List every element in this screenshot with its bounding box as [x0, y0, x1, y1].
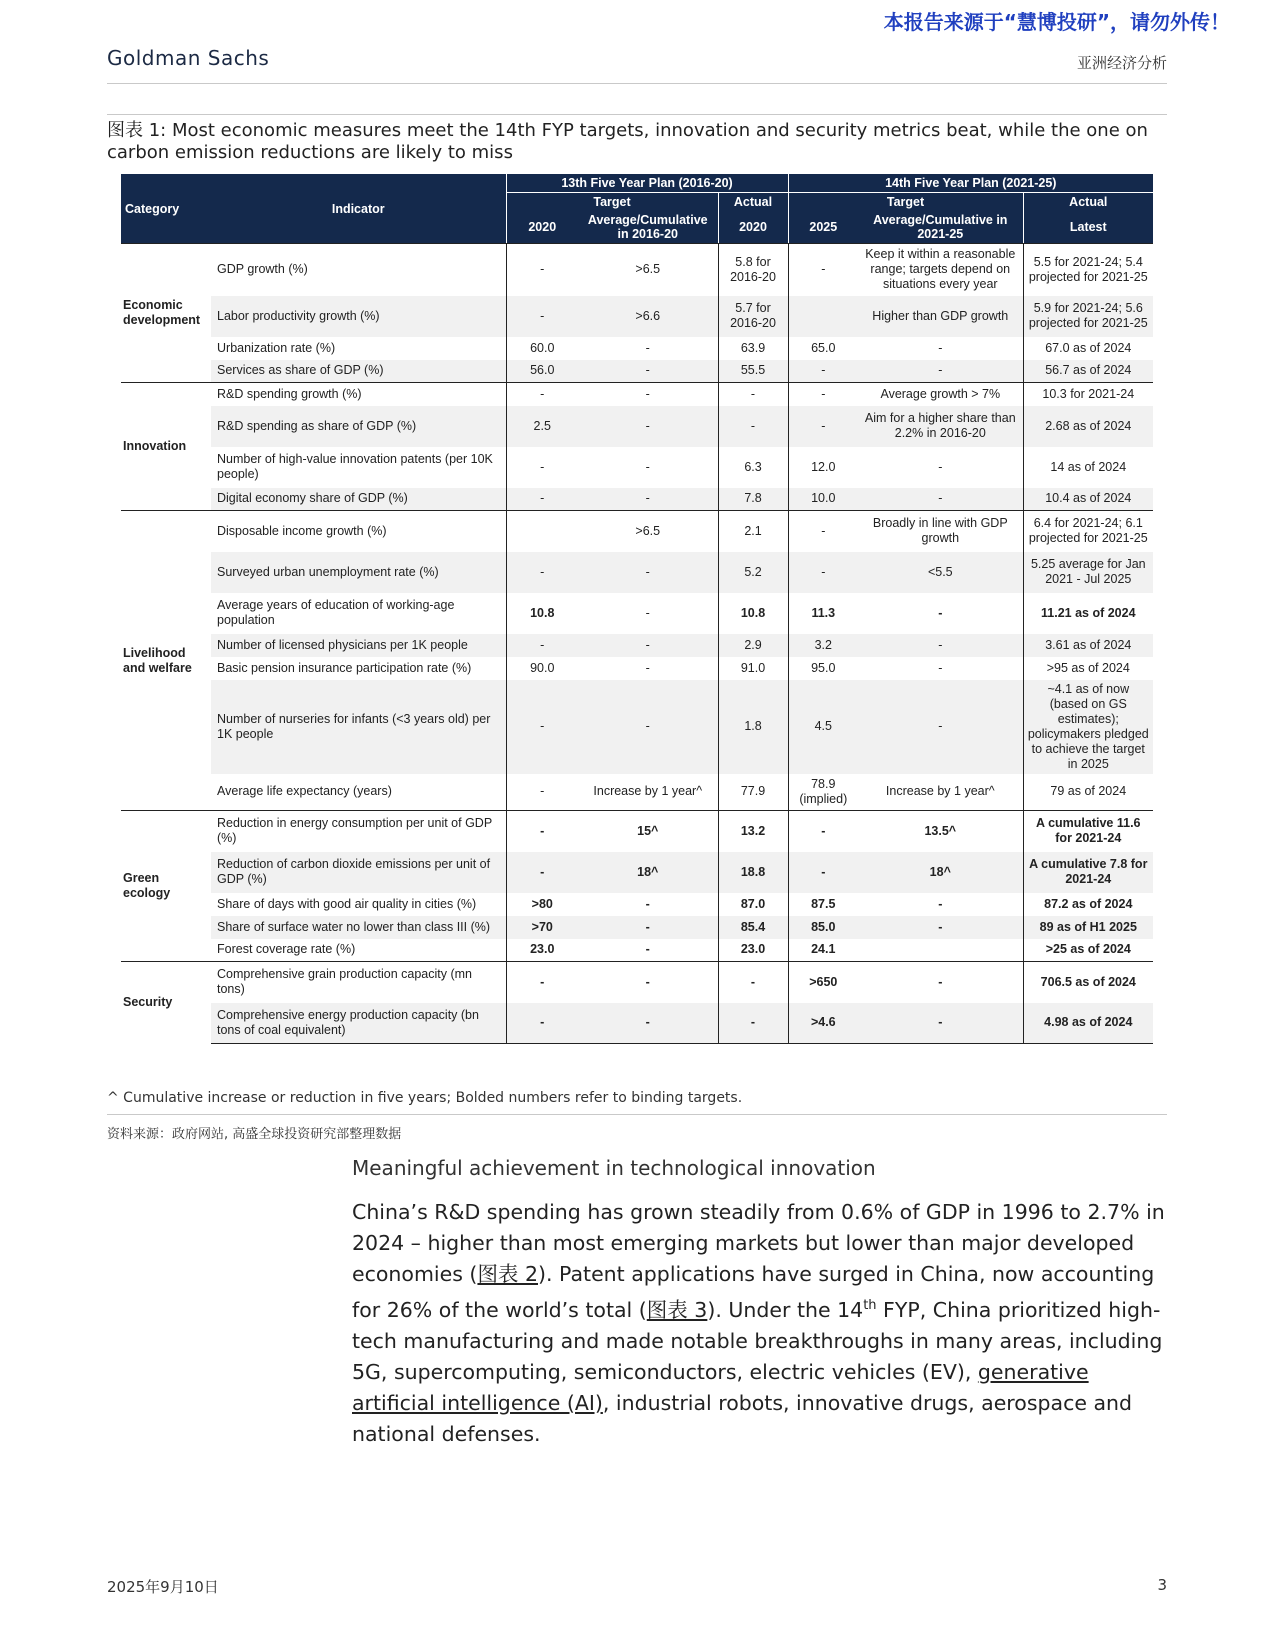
value-cell-avg2125: 18^ — [858, 852, 1023, 893]
value-cell-t2025: - — [788, 852, 858, 893]
value-cell-t2025: 78.9 (implied) — [788, 774, 858, 811]
value-cell-a2020: 55.5 — [718, 360, 788, 383]
value-cell-t2020: 56.0 — [506, 360, 578, 383]
value-cell-t2025: - — [788, 383, 858, 406]
fyp-table — [121, 174, 1153, 1044]
header-latest: Latest — [1023, 211, 1153, 244]
value-cell-latest: ~4.1 as of now (based on GS estimates); policymakers pledged to achieve the target in 2025 — [1023, 680, 1153, 774]
value-cell-avg1620: - — [645, 896, 650, 911]
indicator-cell: Comprehensive grain production capacity (mn tons) — [211, 962, 506, 1003]
value-cell-t2025: - — [788, 552, 858, 593]
value-cell-latest: 56.7 as of 2024 — [1023, 360, 1153, 383]
indicator-cell: Reduction of carbon dioxide emissions per unit of GDP (%) — [211, 852, 506, 893]
indicator-cell: Services as share of GDP (%) — [211, 360, 506, 383]
header-category: Category — [121, 174, 211, 244]
value-cell-avg2125: - — [938, 660, 943, 675]
value-cell-t2020: 60.0 — [506, 337, 578, 360]
value-cell-avg2125: - — [938, 340, 943, 355]
value-cell-avg2125: Average growth > 7% — [858, 383, 1023, 406]
value-cell-a2020: 13.2 — [718, 811, 788, 852]
value-cell-a2020: - — [718, 406, 788, 447]
value-cell-a2020: 6.3 — [718, 447, 788, 488]
fyp-table-container — [121, 174, 1153, 1044]
value-cell-t2020: - — [506, 774, 578, 811]
value-cell-a2020: - — [718, 383, 788, 406]
value-cell-avg2125: - — [858, 916, 1023, 939]
article-text-5: , industrial robots, innovative drugs, aerospace and national defenses. — [352, 1390, 1133, 1446]
value-cell-avg1620: 18^ — [578, 852, 718, 893]
value-cell-avg2125: - — [938, 896, 943, 911]
value-cell-avg1620: - — [578, 360, 718, 383]
value-cell-latest: 10.4 as of 2024 — [1023, 488, 1153, 511]
value-cell-a2020: 5.7 for 2016-20 — [718, 296, 788, 337]
watermark-banner: 本报告来源于“慧博投研”，请勿外传！ — [883, 10, 1230, 34]
value-cell-a2020: 63.9 — [718, 337, 788, 360]
value-cell-a2020: 87.0 — [718, 893, 788, 916]
table-row — [121, 552, 1153, 593]
value-cell-a2020: 2.1 — [718, 511, 788, 552]
value-cell-avg2125: - — [938, 605, 943, 620]
table-row — [121, 680, 1153, 774]
article-text-1: China’s R&D spending has grown steadily from 0.6% of GDP in 1996 to 2.7% in 2024 – higher than most emerging markets but lower than major developed economies ( — [352, 1200, 1165, 1286]
value-cell-avg2125: - — [938, 459, 943, 474]
category-cell: Economic development — [121, 244, 211, 383]
indicator-cell: R&D spending as share of GDP (%) — [211, 406, 506, 447]
value-cell-t2025 — [788, 296, 858, 337]
header-13th-plan: 13th Five Year Plan (2016-20) — [506, 174, 788, 193]
section-title: 亚洲经济分析 — [1076, 54, 1167, 72]
note-rule — [107, 1114, 1167, 1115]
figure-title: 图表 1: Most economic measures meet the 14th FYP targets, innovation and security metrics beat, while the one on carbon emission reductions are likely to miss — [107, 120, 1148, 163]
table-row — [121, 811, 1153, 852]
value-cell-avg1620: 15^ — [578, 811, 718, 852]
indicator-cell: Average years of education of working-age population — [217, 598, 455, 627]
indicator-cell: Surveyed urban unemployment rate (%) — [211, 552, 506, 593]
value-cell-t2020: - — [506, 552, 578, 593]
indicator-cell: Share of surface water no lower than class III (%) — [211, 916, 506, 939]
table-row — [121, 962, 1153, 1003]
page-number: 3 — [1157, 1576, 1167, 1594]
link-figure-2[interactable]: 图表 2 — [477, 1262, 538, 1286]
header-14-target: Target — [788, 193, 1023, 212]
value-cell-latest: 6.4 for 2021-24; 6.1 projected for 2021-25 — [1023, 511, 1153, 552]
value-cell-avg1620: - — [578, 1003, 718, 1044]
header-2020-target: 2020 — [506, 211, 578, 244]
value-cell-t2025: 11.3 — [788, 593, 858, 634]
article-subheading: Meaningful achievement in technological innovation — [352, 1156, 876, 1180]
header-13-actual: Actual — [718, 193, 788, 212]
value-cell-avg1620: - — [578, 552, 718, 593]
indicator-cell: Average life expectancy (years) — [217, 784, 392, 799]
value-cell-avg1620: - — [578, 916, 718, 939]
table-row — [121, 634, 1153, 657]
table-row — [121, 360, 1153, 383]
value-cell-t2020: - — [506, 383, 578, 406]
value-cell-avg1620: - — [578, 680, 718, 774]
value-cell-a2020: 77.9 — [718, 774, 788, 811]
value-cell-latest: 89 as of H1 2025 — [1023, 916, 1153, 939]
value-cell-latest: 10.3 for 2021-24 — [1023, 383, 1153, 406]
value-cell-a2020: - — [718, 962, 788, 1003]
value-cell-avg1620: - — [578, 488, 718, 511]
value-cell-a2020: 91.0 — [718, 657, 788, 680]
value-cell-a2020: 85.4 — [718, 916, 788, 939]
value-cell-t2025: 10.0 — [788, 488, 858, 511]
value-cell-avg2125: - — [858, 488, 1023, 511]
value-cell-t2025: - — [788, 811, 858, 852]
value-cell-t2025: 12.0 — [788, 447, 858, 488]
category-cell: Innovation — [121, 383, 211, 511]
article-text-4: FYP, China prioritized high-tech manufacturing and made notable breakthroughs in many areas, including 5G, supercomputing, semiconductors, electric vehicles (EV), — [352, 1297, 1163, 1384]
table-row — [121, 657, 1153, 680]
category-cell: Livelihood and welfare — [121, 511, 211, 811]
table-row — [121, 337, 1153, 360]
value-cell-latest: >95 as of 2024 — [1023, 657, 1153, 680]
value-cell-t2020: - — [506, 488, 578, 511]
value-cell-a2020: 1.8 — [718, 680, 788, 774]
article-paragraph — [352, 1197, 1172, 1450]
value-cell-a2020: - — [718, 1003, 788, 1044]
table-row — [121, 296, 1153, 337]
value-cell-avg1620: - — [645, 340, 650, 355]
value-cell-avg2125: - — [858, 962, 1023, 1003]
value-cell-t2020: - — [506, 680, 578, 774]
value-cell-avg2125: Aim for a higher share than 2.2% in 2016-20 — [858, 406, 1023, 447]
value-cell-a2020: 2.9 — [718, 634, 788, 657]
brand-logo: Goldman Sachs — [107, 46, 270, 70]
value-cell-t2025: 85.0 — [788, 916, 858, 939]
value-cell-a2020: 5.8 for 2016-20 — [718, 244, 788, 296]
table-row — [121, 511, 1153, 552]
indicator-cell: R&D spending growth (%) — [211, 383, 506, 406]
value-cell-a2020: 7.8 — [718, 488, 788, 511]
value-cell-latest: A cumulative 7.8 for 2021-24 — [1023, 852, 1153, 893]
indicator-cell: Disposable income growth (%) — [211, 511, 506, 552]
indicator-cell: Number of licensed physicians per 1K people — [211, 634, 506, 657]
table-row — [121, 244, 1153, 296]
indicator-cell: Reduction in energy consumption per unit of GDP (%) — [211, 811, 506, 852]
value-cell-t2025: 24.1 — [788, 939, 858, 962]
figure-top-rule — [107, 114, 1167, 115]
indicator-cell: Basic pension insurance participation rate (%) — [217, 660, 472, 675]
table-body — [121, 244, 1153, 1044]
table-row — [121, 1003, 1153, 1044]
indicator-cell: Share of days with good air quality in cities (%) — [217, 896, 477, 911]
value-cell-avg2125: - — [858, 680, 1023, 774]
value-cell-t2025: 3.2 — [788, 634, 858, 657]
value-cell-avg2125: 13.5^ — [858, 811, 1023, 852]
table-row — [121, 774, 1153, 811]
value-cell-avg1620: - — [645, 942, 650, 957]
value-cell-avg1620: - — [578, 383, 718, 406]
link-generative-ai[interactable]: generative artificial intelligence (AI) — [352, 1359, 1089, 1415]
table-row — [121, 939, 1153, 962]
value-cell-latest: 11.21 as of 2024 — [1023, 593, 1153, 634]
value-cell-avg1620: - — [645, 459, 650, 474]
value-cell-t2020: - — [506, 962, 578, 1003]
header-rule — [107, 83, 1167, 84]
value-cell-a2020: 10.8 — [718, 593, 788, 634]
value-cell-t2020: 2.5 — [506, 406, 578, 447]
value-cell-t2020: 90.0 — [506, 657, 578, 680]
value-cell-avg1620: - — [578, 634, 718, 657]
value-cell-latest: 2.68 as of 2024 — [1023, 406, 1153, 447]
value-cell-t2025: - — [788, 406, 858, 447]
value-cell-t2020: >70 — [506, 916, 578, 939]
value-cell-avg2125: <5.5 — [858, 552, 1023, 593]
header-13-target: Target — [506, 193, 718, 212]
value-cell-t2020: - — [506, 244, 578, 296]
value-cell-t2020: 10.8 — [506, 593, 578, 634]
value-cell-t2020: - — [506, 447, 578, 488]
value-cell-t2025: >4.6 — [788, 1003, 858, 1044]
value-cell-t2025: - — [788, 244, 858, 296]
value-cell-latest: 706.5 as of 2024 — [1023, 962, 1153, 1003]
value-cell-avg2125: Increase by 1 year^ — [885, 784, 995, 799]
table-row — [121, 383, 1153, 406]
value-cell-avg2125: - — [858, 1003, 1023, 1044]
indicator-cell: Labor productivity growth (%) — [211, 296, 506, 337]
data-source: 资料来源：政府网站, 高盛全球投资研究部整理数据 — [107, 1127, 402, 1142]
value-cell-a2020: 23.0 — [718, 939, 788, 962]
value-cell-avg1620: - — [645, 605, 650, 620]
value-cell-t2020: - — [506, 852, 578, 893]
table-row — [121, 488, 1153, 511]
value-cell-latest: 5.25 average for Jan 2021 - Jul 2025 — [1023, 552, 1153, 593]
indicator-cell: Forest coverage rate (%) — [217, 942, 356, 957]
value-cell-avg1620: Increase by 1 year^ — [593, 784, 703, 799]
value-cell-t2020: - — [506, 296, 578, 337]
value-cell-t2020 — [506, 511, 578, 552]
value-cell-t2020: - — [506, 634, 578, 657]
value-cell-t2025: - — [788, 360, 858, 383]
value-cell-avg2125: - — [858, 634, 1023, 657]
header-avg-2021-25: Average/Cumulative in 2021-25 — [858, 211, 1023, 244]
table-row — [121, 893, 1153, 916]
table-footnote: ^ Cumulative increase or reduction in five years; Bolded numbers refer to binding targets. — [107, 1090, 743, 1106]
value-cell-latest: 4.98 as of 2024 — [1023, 1003, 1153, 1044]
value-cell-avg1620: - — [578, 962, 718, 1003]
value-cell-avg1620: - — [578, 406, 718, 447]
article-text-2: ). Patent applications have surged in China, now accounting for 26% of the world’s total ( — [352, 1262, 1155, 1322]
value-cell-avg1620: >6.5 — [578, 244, 718, 296]
value-cell-avg2125: Keep it within a reasonable range; targets depend on situations every year — [858, 244, 1023, 296]
indicator-cell: Number of nurseries for infants (<3 years old) per 1K people — [211, 680, 506, 774]
value-cell-latest: A cumulative 11.6 for 2021-24 — [1023, 811, 1153, 852]
value-cell-latest: 5.5 for 2021-24; 5.4 projected for 2021-25 — [1023, 244, 1153, 296]
value-cell-latest: 67.0 as of 2024 — [1023, 337, 1153, 360]
link-figure-3[interactable]: 图表 3 — [646, 1297, 708, 1322]
value-cell-t2020: - — [506, 1003, 578, 1044]
header-2020-actual: 2020 — [718, 211, 788, 244]
category-cell: Green ecology — [121, 811, 211, 962]
table-row — [121, 593, 1153, 634]
value-cell-t2020: - — [506, 811, 578, 852]
indicator-cell: Digital economy share of GDP (%) — [211, 488, 506, 511]
indicator-cell: Urbanization rate (%) — [217, 340, 336, 355]
table-row — [121, 916, 1153, 939]
value-cell-a2020: 5.2 — [718, 552, 788, 593]
value-cell-avg1620: - — [645, 660, 650, 675]
value-cell-t2025: 4.5 — [788, 680, 858, 774]
value-cell-latest: 14 as of 2024 — [1023, 447, 1153, 488]
value-cell-t2020: 23.0 — [506, 939, 578, 962]
header-indicator: Indicator — [211, 174, 506, 244]
value-cell-t2025: >650 — [788, 962, 858, 1003]
header-row-1 — [121, 174, 1153, 193]
value-cell-latest: 79 as of 2024 — [1023, 774, 1153, 811]
table-row — [121, 852, 1153, 893]
value-cell-t2025: - — [788, 511, 858, 552]
header-14th-plan: 14th Five Year Plan (2021-25) — [788, 174, 1153, 193]
indicator-cell: Number of high-value innovation patents (per 10K people) — [217, 452, 493, 481]
value-cell-latest: 3.61 as of 2024 — [1023, 634, 1153, 657]
header-14-actual: Actual — [1023, 193, 1153, 212]
value-cell-t2025: 95.0 — [788, 657, 858, 680]
value-cell-latest: 5.9 for 2021-24; 5.6 projected for 2021-25 — [1023, 296, 1153, 337]
footer-date: 2025年9月10日 — [107, 1578, 219, 1596]
value-cell-t2020: >80 — [506, 893, 578, 916]
value-cell-avg2125: Higher than GDP growth — [858, 296, 1023, 337]
article-text-3: ). Under the 14 — [707, 1297, 864, 1322]
superscript-th: th — [863, 1298, 877, 1313]
value-cell-t2025: 87.5 — [788, 893, 858, 916]
value-cell-avg1620: >6.6 — [578, 296, 718, 337]
value-cell-latest: >25 as of 2024 — [1023, 939, 1153, 962]
category-cell: Security — [121, 962, 211, 1044]
table-row — [121, 447, 1153, 488]
value-cell-avg2125: Broadly in line with GDP growth — [858, 511, 1023, 552]
value-cell-avg1620: >6.5 — [578, 511, 718, 552]
indicator-cell: Comprehensive energy production capacity (bn tons of coal equivalent) — [211, 1003, 506, 1044]
value-cell-avg2125 — [858, 939, 1023, 962]
header-2025-target: 2025 — [788, 211, 858, 244]
indicator-cell: GDP growth (%) — [211, 244, 506, 296]
header-avg-2016-20: Average/Cumulative in 2016-20 — [578, 211, 718, 244]
table-row — [121, 406, 1153, 447]
value-cell-avg2125: - — [858, 360, 1023, 383]
value-cell-a2020: 18.8 — [718, 852, 788, 893]
value-cell-latest: 87.2 as of 2024 — [1023, 893, 1153, 916]
value-cell-t2025: 65.0 — [788, 337, 858, 360]
